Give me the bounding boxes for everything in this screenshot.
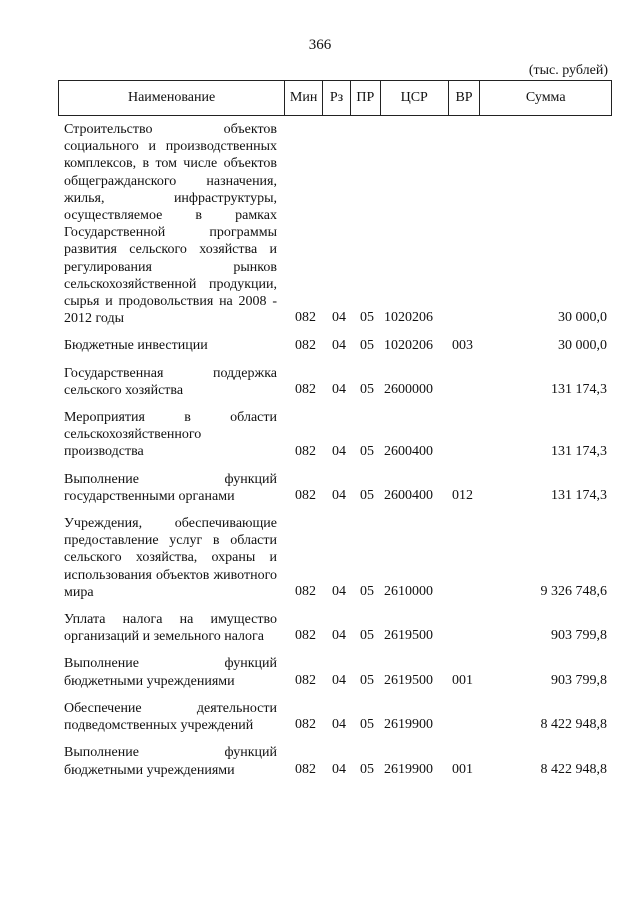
row-csr: 2619500 bbox=[384, 628, 433, 644]
table-row bbox=[64, 365, 610, 399]
row-min: 082 bbox=[295, 717, 316, 733]
page-number: 366 bbox=[308, 37, 332, 53]
row-sum: 131 174,3 bbox=[551, 443, 607, 459]
row-min: 082 bbox=[295, 672, 316, 688]
row-codes bbox=[64, 583, 610, 601]
row-pr: 05 bbox=[360, 337, 374, 353]
row-codes bbox=[64, 672, 610, 690]
header-vr: ВР bbox=[448, 81, 480, 115]
row-vr: 012 bbox=[452, 488, 473, 504]
row-name: Выполнение функций бюджетными учреждениями bbox=[64, 656, 277, 689]
row-sum: 9 326 748,6 bbox=[540, 584, 607, 600]
row-sum: 903 799,8 bbox=[551, 672, 607, 688]
table-row bbox=[64, 409, 610, 461]
row-rz: 04 bbox=[332, 584, 346, 600]
row-pr: 05 bbox=[360, 584, 374, 600]
table-row bbox=[64, 611, 610, 645]
table-row bbox=[64, 471, 610, 505]
header-min: Мин bbox=[284, 81, 322, 115]
table-row bbox=[64, 744, 610, 778]
row-csr: 2610000 bbox=[384, 584, 433, 600]
row-csr: 2600000 bbox=[384, 382, 433, 398]
row-pr: 05 bbox=[360, 382, 374, 398]
row-pr: 05 bbox=[360, 672, 374, 688]
row-vr: 001 bbox=[452, 761, 473, 777]
row-rz: 04 bbox=[332, 488, 346, 504]
row-csr: 2619500 bbox=[384, 672, 433, 688]
row-name: Уплата налога на имущество организаций и земельного налога bbox=[64, 612, 277, 645]
row-name: Обеспечение деятельности подведомственных учреждений bbox=[64, 700, 277, 734]
row-rz: 04 bbox=[332, 628, 346, 644]
row-min: 082 bbox=[295, 337, 316, 353]
row-sum: 903 799,8 bbox=[551, 628, 607, 644]
row-codes bbox=[64, 627, 610, 645]
table-row bbox=[64, 121, 610, 327]
table-row bbox=[64, 337, 610, 354]
table-row bbox=[64, 655, 610, 689]
row-rz: 04 bbox=[332, 310, 346, 326]
table-row bbox=[64, 515, 610, 601]
row-codes bbox=[64, 309, 610, 327]
row-codes bbox=[64, 487, 610, 505]
row-name: Мероприятия в области сельскохозяйственного производства bbox=[64, 410, 277, 460]
row-rz: 04 bbox=[332, 443, 346, 459]
row-rz: 04 bbox=[332, 761, 346, 777]
row-min: 082 bbox=[295, 443, 316, 459]
table-body bbox=[64, 121, 610, 789]
row-min: 082 bbox=[295, 761, 316, 777]
row-name: Строительство объектов социального и производственных комплексов, в том числе объектов общегражданского назначения, жилья, инфраструктуры, осуществляемое в рамках Государственной программы развития сельского хозяйства и регулирования рынков сельскохозяйственной продукции, сырья и продовольствия на 2008 - 2012 годы bbox=[64, 122, 277, 327]
row-pr: 05 bbox=[360, 310, 374, 326]
header-rz: Рз bbox=[322, 81, 350, 115]
row-sum: 131 174,3 bbox=[551, 382, 607, 398]
row-pr: 05 bbox=[360, 761, 374, 777]
header-pr: ПР bbox=[350, 81, 380, 115]
row-csr: 2619900 bbox=[384, 717, 433, 733]
row-min: 082 bbox=[295, 382, 316, 398]
row-codes bbox=[64, 337, 610, 355]
header-sum: Сумма bbox=[479, 81, 611, 115]
row-codes bbox=[64, 381, 610, 399]
row-min: 082 bbox=[295, 310, 316, 326]
row-min: 082 bbox=[295, 628, 316, 644]
row-pr: 05 bbox=[360, 443, 374, 459]
row-rz: 04 bbox=[332, 672, 346, 688]
table-row bbox=[64, 700, 610, 734]
row-name: Государственная поддержка сельского хозяйства bbox=[64, 365, 277, 398]
row-pr: 05 bbox=[360, 717, 374, 733]
table-header bbox=[58, 80, 612, 116]
row-rz: 04 bbox=[332, 717, 346, 733]
row-min: 082 bbox=[295, 584, 316, 600]
row-min: 082 bbox=[295, 488, 316, 504]
row-csr: 2619900 bbox=[384, 761, 433, 777]
row-sum: 30 000,0 bbox=[558, 337, 607, 353]
row-pr: 05 bbox=[360, 628, 374, 644]
row-name: Выполнение функций бюджетными учреждениями bbox=[64, 745, 277, 778]
row-pr: 05 bbox=[360, 488, 374, 504]
row-codes bbox=[64, 443, 610, 461]
row-codes bbox=[64, 716, 610, 734]
row-sum: 8 422 948,8 bbox=[540, 717, 607, 733]
row-sum: 30 000,0 bbox=[558, 310, 607, 326]
row-name: Выполнение функций государственными органами bbox=[64, 471, 277, 504]
units-label: (тыс. рублей) bbox=[528, 63, 608, 78]
header-csr: ЦСР bbox=[380, 81, 448, 115]
row-sum: 131 174,3 bbox=[551, 488, 607, 504]
row-name: Учреждения, обеспечивающие предоставление услуг в области сельского хозяйства, охраны и использования объектов животного мира bbox=[64, 516, 277, 600]
row-sum: 8 422 948,8 bbox=[540, 761, 607, 777]
row-csr: 2600400 bbox=[384, 488, 433, 504]
header-name: Наименование bbox=[127, 90, 216, 105]
row-rz: 04 bbox=[332, 382, 346, 398]
row-csr: 1020206 bbox=[384, 310, 433, 326]
row-csr: 1020206 bbox=[384, 337, 433, 353]
row-vr: 003 bbox=[452, 337, 473, 353]
row-codes bbox=[64, 761, 610, 779]
row-rz: 04 bbox=[332, 337, 346, 353]
row-csr: 2600400 bbox=[384, 443, 433, 459]
row-name: Бюджетные инвестиции bbox=[64, 338, 208, 354]
row-vr: 001 bbox=[452, 672, 473, 688]
